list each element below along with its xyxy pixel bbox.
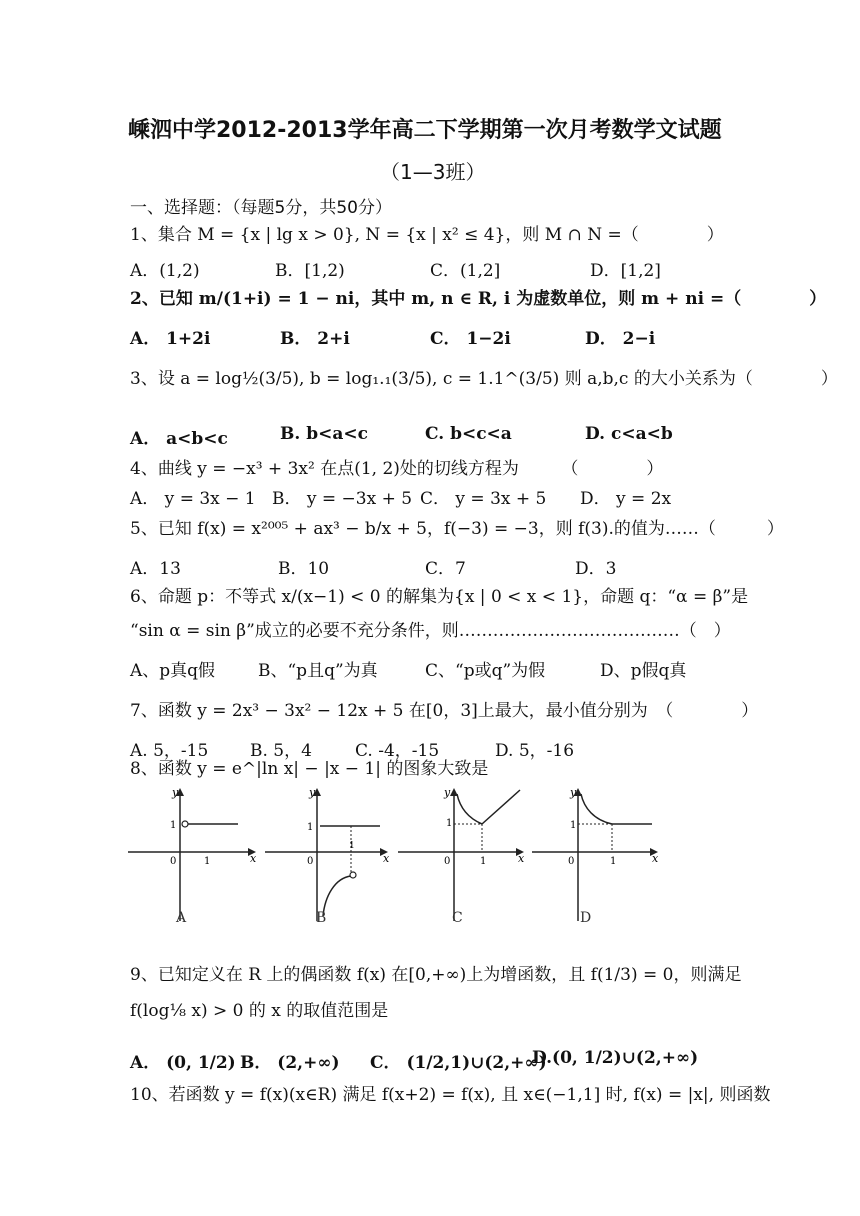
q6-option-b: B、“p且q”为真 <box>258 661 378 681</box>
q5-option-c: C．7 <box>425 559 466 579</box>
q3-option-a: A． a<b<c <box>130 429 228 449</box>
q6-option-d: D、p假q真 <box>600 661 687 681</box>
q1-option-b: B．[1,2) <box>275 261 345 281</box>
graph-a <box>128 786 268 931</box>
q1-option-d: D．[1,2] <box>590 261 661 281</box>
svg-text:1: 1 <box>610 856 617 867</box>
q5-option-b: B．10 <box>278 559 330 579</box>
q4-option-d: D． y = 2x <box>580 489 672 509</box>
question-9-line2: f(log⅛ x) > 0 的 x 的取值范围是 <box>130 1001 389 1021</box>
svg-text:1: 1 <box>446 818 453 829</box>
svg-text:x: x <box>652 852 659 865</box>
graph-b <box>265 786 405 931</box>
q9-option-b: B． (2,+∞) <box>240 1053 340 1073</box>
graph-d <box>532 786 672 931</box>
svg-text:y: y <box>309 786 316 799</box>
question-6-line2: “sin α = sin β”成立的必要不充分条件，则…………………………………（ ） <box>130 621 731 641</box>
svg-text:1: 1 <box>204 856 211 867</box>
q3-option-d: D. c<a<b <box>585 424 673 444</box>
q6-option-a: A、p真q假 <box>130 661 216 681</box>
q9-option-c: C． (1/2,1)∪(2,+∞) <box>370 1053 547 1073</box>
q4-option-a: A． y = 3x − 1 <box>130 489 256 509</box>
question-4: 4、曲线 y = −x³ + 3x² 在点(1, 2)处的切线方程为 （ ） <box>130 459 664 479</box>
q5-option-a: A．13 <box>130 559 181 579</box>
svg-text:x: x <box>250 852 257 865</box>
svg-text:1: 1 <box>170 820 177 831</box>
q9-option-d: D.(0, 1/2)∪(2,+∞) <box>532 1048 699 1068</box>
question-8: 8、函数 y = e^|ln x| − |x − 1| 的图象大致是 <box>130 759 489 779</box>
svg-text:x: x <box>383 852 390 865</box>
q9-option-a: A． (0, 1/2) <box>130 1053 236 1073</box>
graph-c <box>398 786 538 931</box>
question-10: 10、若函数 y = f(x)(x∈R) 满足 f(x+2) = f(x), 且 x∈(−1,1] 时, f(x) = |x|, 则函数 <box>130 1085 771 1105</box>
q3-option-b: B. b<a<c <box>280 424 368 444</box>
svg-text:1: 1 <box>349 841 355 851</box>
svg-text:0: 0 <box>568 856 575 867</box>
svg-text:1: 1 <box>570 820 577 831</box>
graph-d-label: D <box>580 910 592 926</box>
q2-option-d: D． 2−i <box>585 329 656 349</box>
exam-title: 嵊泗中学2012-2013学年高二下学期第一次月考数学文试题 <box>128 118 722 143</box>
q2-option-c: C． 1−2i <box>430 329 511 349</box>
question-6: 6、命题 p：不等式 x/(x−1) < 0 的解集为{x | 0 < x < 1}，命题 q：“α = β”是 <box>130 587 749 607</box>
section-heading: 一、选择题：（每题5分，共50分） <box>130 198 392 218</box>
svg-text:1: 1 <box>307 822 314 833</box>
exam-subtitle: （1—3班） <box>380 160 486 184</box>
q2-option-a: A． 1+2i <box>130 329 211 349</box>
graph-a-label: A <box>176 910 187 926</box>
question-7: 7、函数 y = 2x³ − 3x² − 12x + 5 在[0，3]上最大，最小值分别为 （ ） <box>130 701 759 721</box>
question-3: 3、设 a = log½(3/5), b = log₁.₁(3/5), c = 1.1^(3/5) 则 a,b,c 的大小关系为（ ） <box>130 369 838 389</box>
q2-option-b: B． 2+i <box>280 329 350 349</box>
svg-text:0: 0 <box>444 856 451 867</box>
q3-option-c: C. b<c<a <box>425 424 512 444</box>
q1-option-a: A．(1,2) <box>130 261 200 281</box>
q5-option-d: D．3 <box>575 559 617 579</box>
graph-c-label: C <box>452 910 463 926</box>
q6-option-c: C、“p或q”为假 <box>425 661 546 681</box>
graph-b-label: B <box>316 910 327 926</box>
question-2: 2、已知 m/(1+i) = 1 − ni，其中 m, n ∈ R, i 为虚数单位，则 m + ni =（ ） <box>130 289 827 309</box>
svg-text:y: y <box>172 786 179 799</box>
question-1: 1、集合 M = {x | lg x > 0}, N = {x | x² ≤ 4}，则 M ∩ N =（ ） <box>130 225 724 245</box>
q1-option-c: C．(1,2] <box>430 261 501 281</box>
svg-text:1: 1 <box>480 856 487 867</box>
q7-option-c: C. -4，-15 <box>355 741 440 761</box>
q7-option-a: A. 5，-15 <box>130 741 209 761</box>
svg-text:y: y <box>444 786 451 799</box>
question-9: 9、已知定义在 R 上的偶函数 f(x) 在[0,+∞)上为增函数，且 f(1/3) = 0，则满足 <box>130 965 742 985</box>
q4-option-b: B． y = −3x + 5 <box>272 489 413 509</box>
svg-text:y: y <box>570 786 577 799</box>
question-5: 5、已知 f(x) = x²⁰⁰⁵ + ax³ − b/x + 5，f(−3) = −3，则 f(3).的值为……（ ） <box>130 519 784 539</box>
q7-option-b: B. 5，4 <box>250 741 312 761</box>
q7-option-d: D. 5，-16 <box>495 741 575 761</box>
q4-option-c: C． y = 3x + 5 <box>420 489 547 509</box>
svg-text:x: x <box>518 852 525 865</box>
svg-text:0: 0 <box>170 856 177 867</box>
svg-text:0: 0 <box>307 856 314 867</box>
